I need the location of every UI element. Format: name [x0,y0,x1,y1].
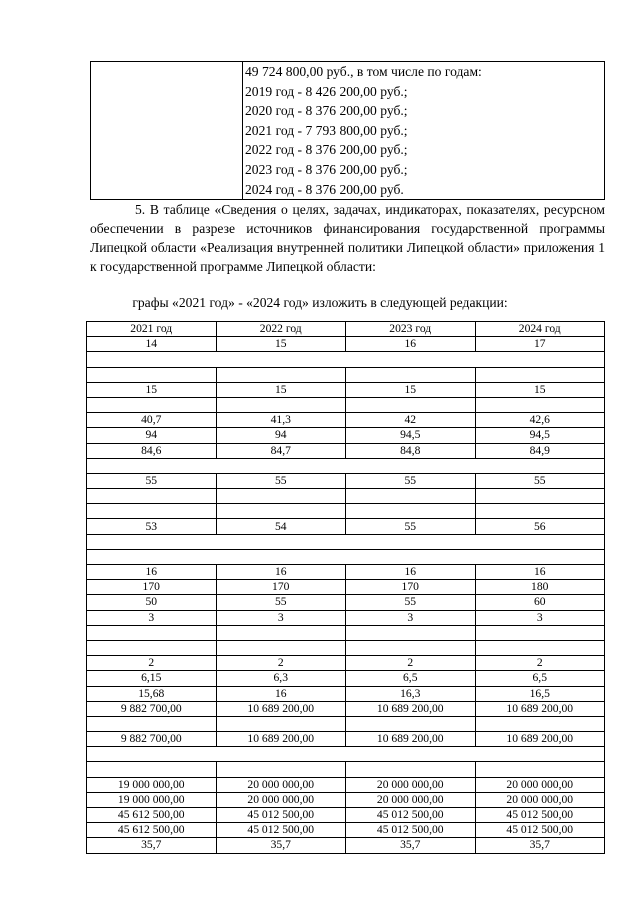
table-cell: 45 612 500,00 [87,823,217,838]
table-cell: 20 000 000,00 [216,777,346,792]
funding-line: 49 724 800,00 руб., в том числе по годам: [245,64,482,79]
table-cell: 50 [87,595,217,610]
table-cell: 41,3 [216,413,346,428]
column-header: 2022 год [216,322,346,337]
table-cell: 16 [216,686,346,701]
table-cell [346,625,476,640]
table-cell: 55 [346,473,476,488]
table-cell [216,397,346,412]
table-cell: 20 000 000,00 [346,777,476,792]
table-cell: 56 [475,519,605,534]
table-cell: 16,3 [346,686,476,701]
table-cell: 94 [87,428,217,443]
table-cell [475,716,605,731]
table-cell [87,397,217,412]
table-cell: 2 [87,656,217,671]
table-cell: 10 689 200,00 [475,701,605,716]
indicators-table [86,321,605,854]
table-row [87,382,605,397]
table-cell [87,762,217,777]
table-cell: 19 000 000,00 [87,792,217,807]
table-cell: 45 612 500,00 [87,808,217,823]
amendment-paragraph [90,200,605,276]
table-row [87,610,605,625]
table-row [87,504,605,519]
table-cell: 2 [346,656,476,671]
table-cell: 53 [87,519,217,534]
table-cell [475,367,605,382]
table-row [87,443,605,458]
table-cell: 17 [475,337,605,352]
funding-line: 2021 год - 7 793 800,00 руб.; [245,122,408,138]
table-row [87,777,605,792]
table-cell: 94,5 [346,428,476,443]
table-cell: 16 [216,565,346,580]
table-cell: 54 [216,519,346,534]
table-cell: 42 [346,413,476,428]
table-cell: 20 000 000,00 [475,777,605,792]
table-cell: 84,6 [87,443,217,458]
table-cell [87,640,217,655]
table-cell [346,397,476,412]
table-spacer-cell [87,534,605,549]
table-cell [475,640,605,655]
table-cell: 2 [475,656,605,671]
table-cell: 45 012 500,00 [475,823,605,838]
table-cell: 55 [475,473,605,488]
table-cell: 6,5 [346,671,476,686]
table-cell: 35,7 [216,838,346,853]
table-cell: 40,7 [87,413,217,428]
table-row [87,640,605,655]
table-cell: 15 [216,382,346,397]
table-cell: 55 [87,473,217,488]
table-cell: 14 [87,337,217,352]
table-row [87,747,605,762]
table-cell [346,640,476,655]
table-cell: 170 [87,580,217,595]
table-spacer-cell [87,352,605,367]
table-cell: 35,7 [87,838,217,853]
table-cell: 15 [216,337,346,352]
table-cell [346,489,476,504]
table-row [87,808,605,823]
column-header: 2024 год [475,322,605,337]
table-row [87,762,605,777]
table-spacer-cell [87,747,605,762]
table-row [87,686,605,701]
table-cell: 16 [87,565,217,580]
table-row [87,367,605,382]
table-cell: 20 000 000,00 [346,792,476,807]
table-cell: 16 [475,565,605,580]
table-cell: 170 [346,580,476,595]
table-cell: 15,68 [87,686,217,701]
table-cell [475,397,605,412]
table-cell [475,504,605,519]
table-row [87,473,605,488]
table-cell: 35,7 [475,838,605,853]
table-cell: 9 882 700,00 [87,701,217,716]
table-row [87,625,605,640]
table-cell [475,489,605,504]
table-cell: 19 000 000,00 [87,777,217,792]
table-header-row [87,322,605,337]
table-row [87,549,605,564]
table-cell: 3 [216,610,346,625]
funding-table [90,61,605,200]
table-cell: 55 [346,519,476,534]
table-cell: 84,8 [346,443,476,458]
table-cell: 3 [87,610,217,625]
table-row [87,352,605,367]
table-cell [87,504,217,519]
amendment-subtext: графы «2021 год» - «2024 год» изложить в следующей редакции: [132,295,508,310]
table-cell: 55 [216,595,346,610]
table-row [87,701,605,716]
table-cell [216,504,346,519]
table-cell: 20 000 000,00 [475,792,605,807]
table-cell: 10 689 200,00 [346,732,476,747]
table-cell: 6,5 [475,671,605,686]
table-cell: 45 012 500,00 [475,808,605,823]
funding-line: 2024 год - 8 376 200,00 руб. [245,181,404,197]
table-cell [87,489,217,504]
table-row [87,792,605,807]
table-cell: 16 [346,565,476,580]
table-cell [87,716,217,731]
table-row [87,413,605,428]
table-cell: 84,7 [216,443,346,458]
amendment-text: 5. В таблице «Сведения о целях, задачах, индикаторах, показателях, ресурсном обеспечении в разрезе источников финансирования государственной программы Липецкой области «Реализация внутренней политики Липецкой области» приложения 1 к государственной программе Липецкой области: [90,202,605,274]
table-cell: 180 [475,580,605,595]
table-cell: 16 [346,337,476,352]
table-cell: 170 [216,580,346,595]
table-cell: 16,5 [475,686,605,701]
table-cell [475,625,605,640]
table-row [87,428,605,443]
table-cell: 45 012 500,00 [216,808,346,823]
table-cell [87,367,217,382]
funding-values-cell [243,62,605,200]
table-cell: 35,7 [346,838,476,853]
funding-label-cell [91,62,243,200]
funding-line: 2023 год - 8 376 200,00 руб.; [245,161,408,177]
table-cell: 45 012 500,00 [346,823,476,838]
table-row [87,656,605,671]
table-cell: 45 012 500,00 [216,823,346,838]
table-cell: 9 882 700,00 [87,732,217,747]
column-header: 2021 год [87,322,217,337]
table-cell [475,762,605,777]
table-row [87,732,605,747]
table-row [87,565,605,580]
table-cell [87,625,217,640]
table-cell [216,489,346,504]
table-cell: 6,15 [87,671,217,686]
table-row [87,838,605,853]
table-cell [346,504,476,519]
table-row [87,397,605,412]
table-row [87,823,605,838]
table-row [87,580,605,595]
table-cell: 45 012 500,00 [346,808,476,823]
table-cell: 94 [216,428,346,443]
table-cell: 84,9 [475,443,605,458]
table-cell: 2 [216,656,346,671]
table-cell: 20 000 000,00 [216,792,346,807]
table-cell [216,716,346,731]
table-cell [346,367,476,382]
table-cell: 3 [475,610,605,625]
table-cell: 3 [346,610,476,625]
table-cell: 60 [475,595,605,610]
table-cell [216,762,346,777]
table-cell: 15 [87,382,217,397]
table-spacer-cell [87,458,605,473]
table-cell: 10 689 200,00 [475,732,605,747]
table-cell: 10 689 200,00 [216,732,346,747]
table-cell: 55 [346,595,476,610]
table-cell: 10 689 200,00 [346,701,476,716]
table-cell: 15 [475,382,605,397]
table-cell: 94,5 [475,428,605,443]
table-row [87,716,605,731]
table-cell [216,625,346,640]
table-cell: 10 689 200,00 [216,701,346,716]
table-cell [216,367,346,382]
table-cell: 55 [216,473,346,488]
table-row [87,489,605,504]
table-spacer-cell [87,549,605,564]
table-cell [346,716,476,731]
table-row [87,337,605,352]
table-cell [216,640,346,655]
funding-line: 2022 год - 8 376 200,00 руб.; [245,142,408,158]
funding-line: 2020 год - 8 376 200,00 руб.; [245,103,408,119]
table-cell [346,762,476,777]
table-row [87,671,605,686]
table-row [87,595,605,610]
table-row [87,534,605,549]
funding-line: 2019 год - 8 426 200,00 руб.; [245,83,408,99]
table-cell: 6,3 [216,671,346,686]
column-header: 2023 год [346,322,476,337]
table-row [87,519,605,534]
table-row [87,458,605,473]
table-cell: 15 [346,382,476,397]
table-cell: 42,6 [475,413,605,428]
